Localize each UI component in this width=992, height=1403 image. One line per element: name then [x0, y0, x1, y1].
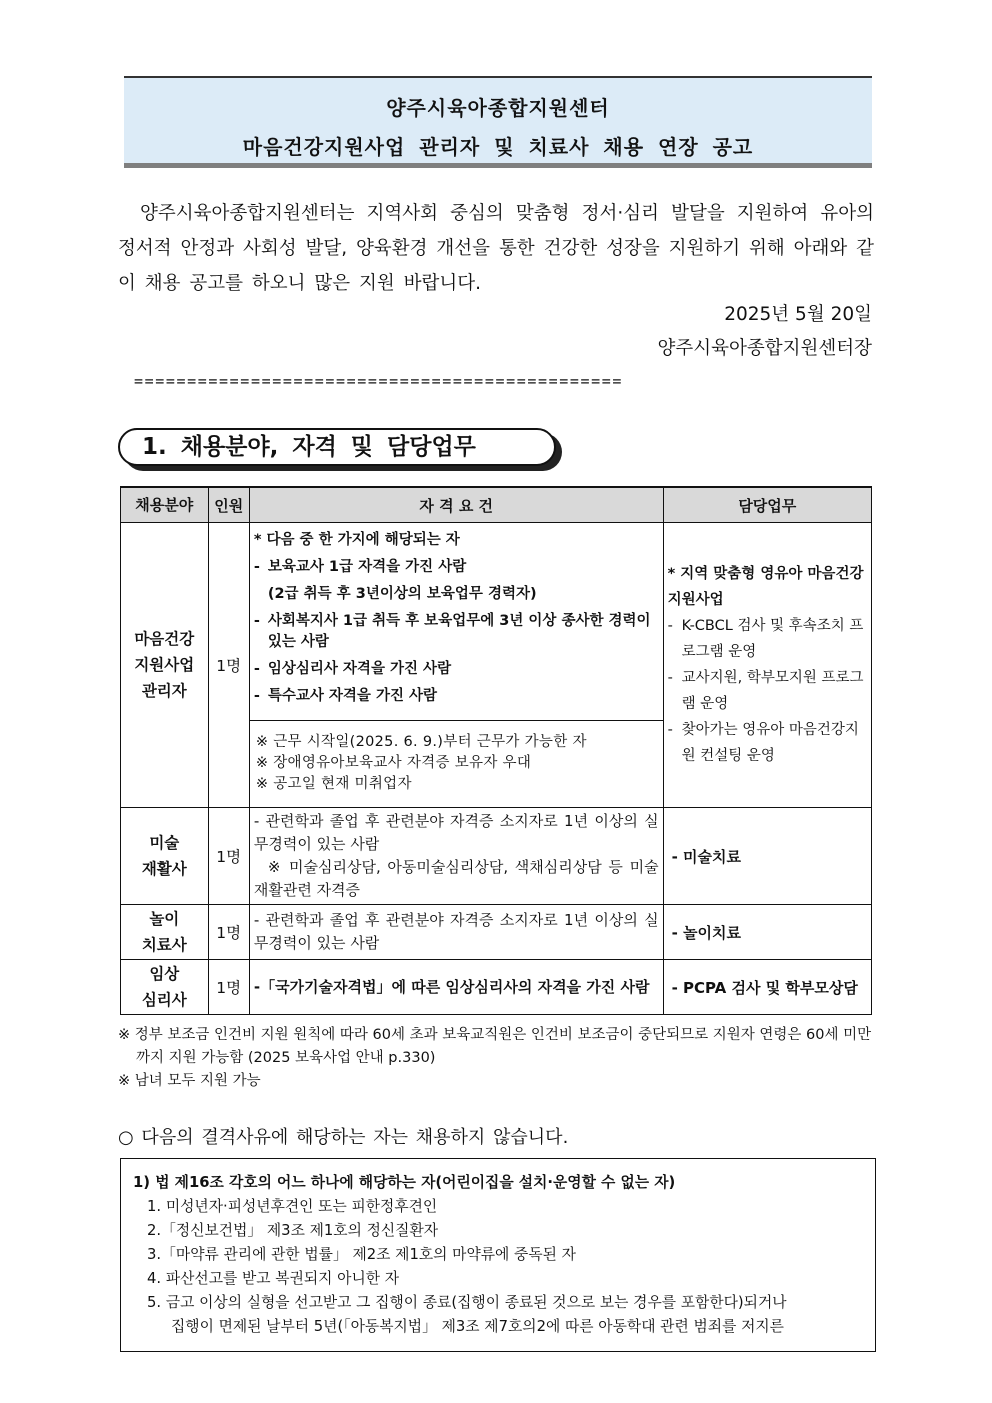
list-item: - 보육교사 1급 자격을 가진 사람	[253, 559, 467, 575]
list-item: 3.「마약류 관리에 관한 법률」 제2조 제1호의 마약류에 중독된 자	[147, 1246, 576, 1263]
table-row	[121, 523, 872, 721]
table-header-row	[121, 487, 872, 523]
field-cell: 놀이 치료사	[121, 905, 209, 960]
notice-title-box	[124, 76, 872, 168]
table-row	[121, 960, 872, 1015]
duties-cell: - 미술치료	[663, 808, 871, 905]
list-item: 4. 파산선고를 받고 복권되지 아니한 자	[147, 1270, 400, 1287]
footnote-age: ※ 정부 보조금 인건비 지원 원칙에 따라 60세 초과 보육교직원은 인건비 보조금이 중단되므로 지원자 연령은 60세 미만까지 지원 가능함 (2025 보육사업 안내 p.330)	[118, 1027, 872, 1066]
notice-title: 마음건강지원사업 관리자 및 치료사 채용 연장 공고	[242, 135, 754, 159]
table-row	[121, 808, 872, 905]
header-count: 인원	[208, 487, 249, 523]
count-cell: 1명	[208, 960, 249, 1015]
requirements-cell: -「국가기술자격법」에 따른 임상심리사의 자격을 가진 사람	[249, 960, 663, 1015]
footnotes	[118, 1024, 874, 1093]
disqualification-intro: ○ 다음의 결격사유에 해당하는 자는 채용하지 않습니다.	[118, 1127, 569, 1148]
duties-cell: - PCPA 검사 및 학부모상담	[663, 960, 871, 1015]
requirements-notes-cell: ※ 근무 시작일(2025. 6. 9.)부터 근무가 가능한 자 ※ 장애영유아보육교사 자격증 보유자 우대 ※ 공고일 현재 미취업자	[249, 720, 663, 807]
disqualification-heading: 1) 법 제16조 각호의 어느 하나에 해당하는 자(어린이집을 설치·운영할 수 없는 자)	[133, 1174, 676, 1191]
list-item: - 교사지원, 학부모지원 프로그램 운영	[667, 670, 864, 712]
list-item: 2.「정신보건법」 제3조 제1호의 정신질환자	[147, 1222, 439, 1239]
list-item: - 사회복지사 1급 취득 후 보육업무에 3년 이상 종사한 경력이 있는 사람	[253, 613, 651, 650]
header-field: 채용분야	[121, 487, 209, 523]
list-item-continuation: 집행이 면제된 날부터 5년(「아동복지법」 제3조 제7호의2에 따른 아동학대 관련 범죄를 저지른	[171, 1318, 784, 1335]
req-intro: * 다음 중 한 가지에 해당되는 자	[253, 532, 460, 548]
list-item: (2급 취득 후 3년이상의 보육업무 경력자)	[267, 586, 537, 602]
header-duties: 담당업무	[663, 487, 871, 523]
org-title: 양주시육아종합지원센터	[386, 96, 610, 120]
count-cell: 1명	[208, 905, 249, 960]
duty-head: * 지역 맞춤형 영유아 마음건강 지원사업	[667, 566, 864, 608]
requirements-cell: - 관련학과 졸업 후 관련분야 자격증 소지자로 1년 이상의 실무경력이 있는 사람 ※ 미술심리상담, 아동미술심리상담, 색채심리상담 등 미술재활관련 자격증	[249, 808, 663, 905]
section-header-recruitment: 1. 채용분야, 자격 및 담당업무	[118, 428, 556, 466]
list-item: - 찾아가는 영유아 마음건강지원 컨설팅 운영	[667, 722, 859, 764]
list-item: - 특수교사 자격을 가진 사람	[253, 688, 438, 704]
requirements-cell	[249, 523, 663, 721]
footnote-gender: ※ 남녀 모두 지원 가능	[118, 1073, 261, 1089]
count-cell: 1명	[208, 808, 249, 905]
field-cell: 마음건강 지원사업 관리자	[121, 523, 209, 808]
duties-cell	[663, 523, 871, 808]
list-item: 1. 미성년자·피성년후견인 또는 피한정후견인	[147, 1198, 438, 1215]
field-cell: 임상 심리사	[121, 960, 209, 1015]
list-item: - K-CBCL 검사 및 후속조치 프로그램 운영	[667, 618, 864, 660]
duties-cell: - 놀이치료	[663, 905, 871, 960]
requirements-cell: - 관련학과 졸업 후 관련분야 자격증 소지자로 1년 이상의 실무경력이 있는 사람	[249, 905, 663, 960]
field-cell: 미술 재활사	[121, 808, 209, 905]
count-cell: 1명	[208, 523, 249, 808]
header-requirements: 자 격 요 건	[249, 487, 663, 523]
list-item: 5. 금고 이상의 실형을 선고받고 그 집행이 종료(집행이 종료된 것으로 보는 경우를 포함한다)되거나	[147, 1294, 787, 1311]
divider-line: ==============================================	[134, 372, 624, 390]
notice-date: 2025년 5월 20일	[724, 304, 872, 325]
intro-paragraph: 양주시육아종합지원센터는 지역사회 중심의 맞춤형 정서·심리 발달을 지원하여 유아의 정서적 안정과 사회성 발달, 양육환경 개선을 통한 건강한 성장을 지원하기 위해 아래와 같이 채용 공고를 하오니 많은 지원 바랍니다.	[118, 203, 874, 294]
table-row	[121, 905, 872, 960]
disqualification-box	[120, 1158, 876, 1352]
notice-signer: 양주시육아종합지원센터장	[657, 338, 872, 359]
list-item: - 임상심리사 자격을 가진 사람	[253, 661, 452, 677]
recruitment-table	[120, 486, 872, 1015]
